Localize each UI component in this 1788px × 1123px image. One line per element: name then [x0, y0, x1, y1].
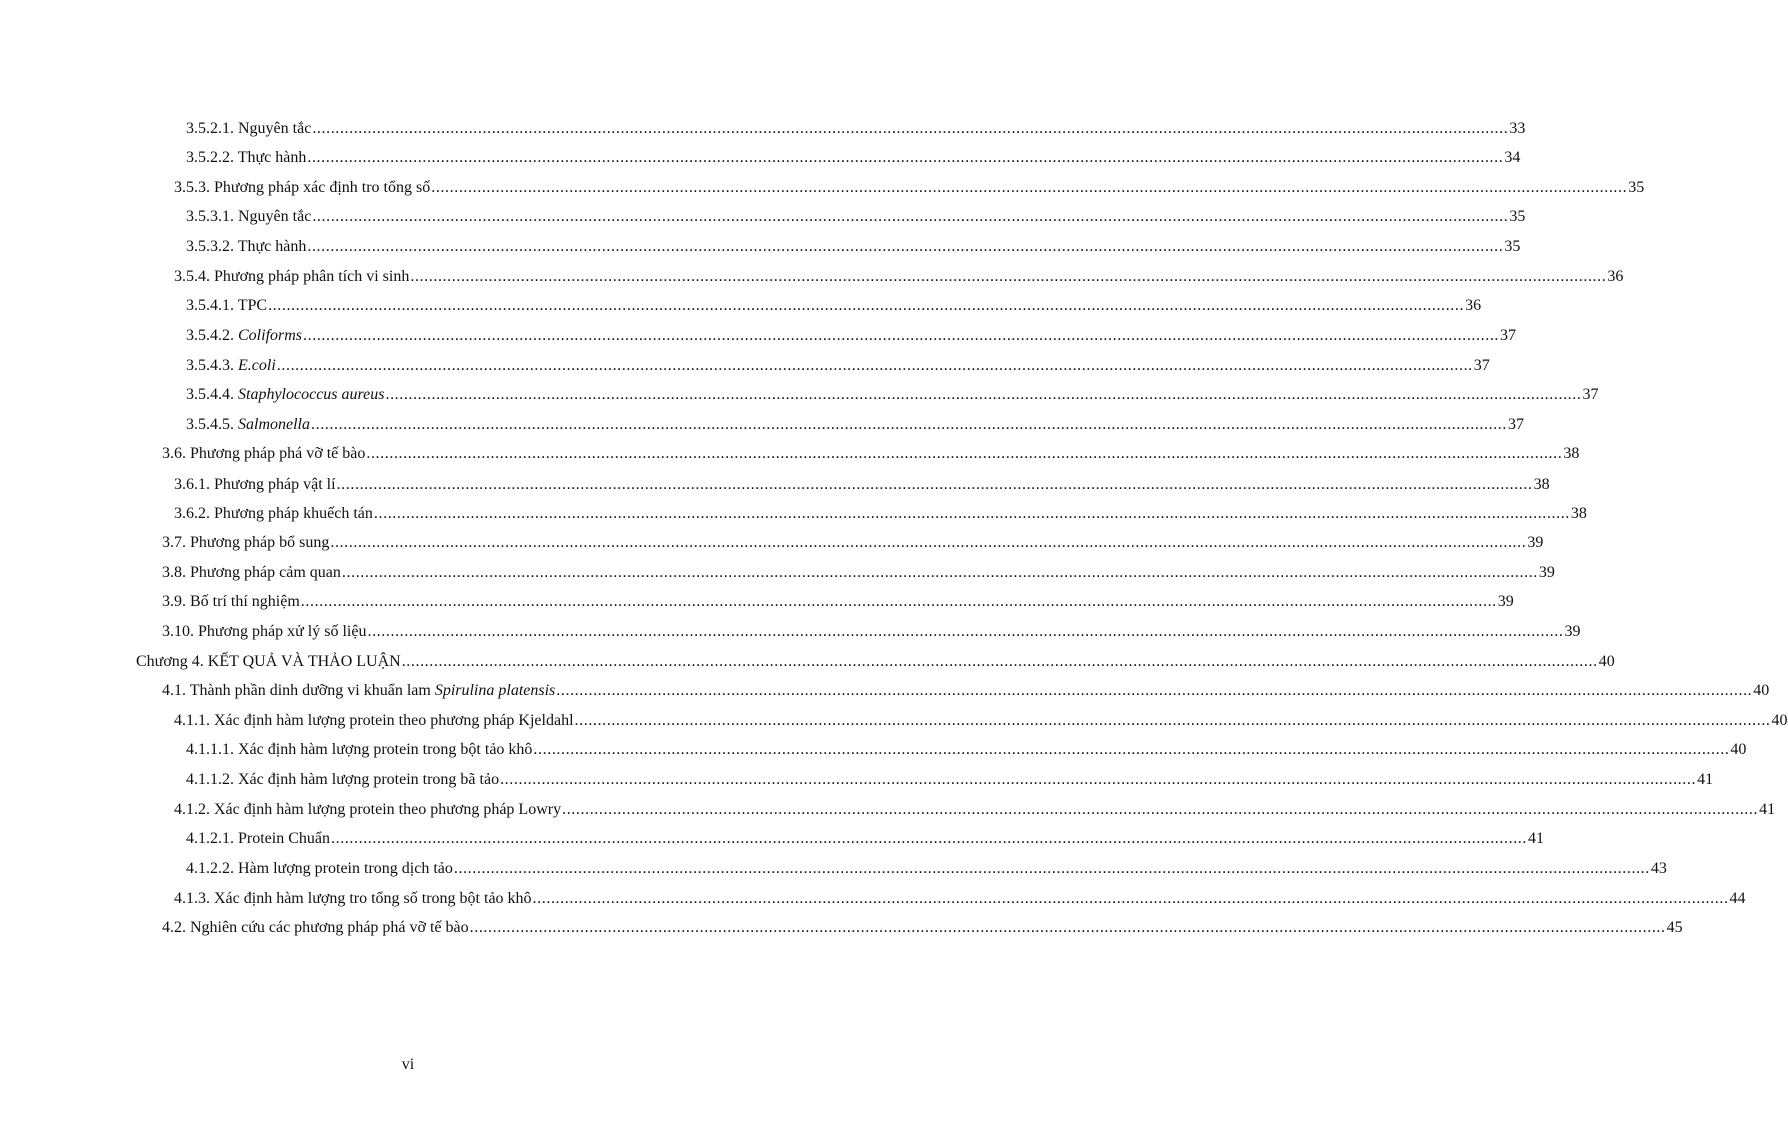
toc-entry-label	[186, 356, 276, 376]
dot-leader: ....................................................................................................................................................................................................................................................................	[366, 445, 1563, 462]
toc-entry[interactable]	[162, 582, 1514, 612]
dot-leader: ....................................................................................................................................................................................................................................................................	[556, 682, 1753, 699]
toc-entry-label: 4.2. Nghiên cứu các phương pháp phá vỡ tế bào	[162, 919, 469, 936]
dot-leader: ....................................................................................................................................................................................................................................................................	[367, 623, 1564, 640]
toc-entry[interactable]	[174, 879, 1746, 909]
toc-entry-label: 4.1.1.2. Xác định hàm lượng protein trong bã tảo	[186, 771, 500, 788]
dot-leader: ....................................................................................................................................................................................................................................................................	[307, 238, 1504, 255]
toc-entry[interactable]	[186, 286, 1482, 316]
toc-entry-label: 4.1.2.1. Protein Chuẩn	[186, 830, 330, 847]
dot-leader: ....................................................................................................................................................................................................................................................................	[311, 416, 1507, 433]
toc-entry-page-number: 37	[1582, 386, 1599, 403]
dot-leader: ....................................................................................................................................................................................................................................................................	[453, 860, 1650, 877]
toc-entry-page-number: 38	[1570, 505, 1587, 522]
dot-leader: ....................................................................................................................................................................................................................................................................	[303, 327, 1500, 344]
toc-entry[interactable]	[186, 849, 1667, 879]
toc-entry-page-number: 35	[1509, 208, 1526, 225]
toc-entry-label: 3.5.2.2. Thực hành	[186, 149, 307, 166]
toc-entry-label: Chương 4. KẾT QUẢ VÀ THẢO LUẬN	[136, 653, 401, 670]
toc-entry-label: 3.6. Phương pháp phá vỡ tế bào	[162, 445, 366, 462]
dot-leader: ....................................................................................................................................................................................................................................................................	[562, 801, 1759, 818]
dot-leader: ....................................................................................................................................................................................................................................................................	[331, 830, 1527, 847]
toc-entry-label-number: 3.5.4.5.	[186, 416, 238, 433]
toc-entry-page-number: 43	[1650, 860, 1667, 877]
toc-entry-page-number: 36	[1607, 268, 1624, 285]
toc-entry-label: 3.5.4.1. TPC	[186, 297, 268, 314]
toc-entry-page-number: 33	[1509, 120, 1526, 137]
dot-leader: ....................................................................................................................................................................................................................................................................	[268, 297, 1465, 314]
toc-entry[interactable]	[136, 642, 1615, 672]
toc-entry-page-number: 37	[1508, 416, 1524, 433]
toc-entry-label-italic: Coliforms	[238, 327, 303, 344]
toc-entry-label-number: 3.5.4.3.	[186, 357, 238, 374]
toc-entry-label: 3.6.2. Phương pháp khuếch tán	[174, 505, 373, 522]
toc-entry-label: 3.5.3.2. Thực hành	[186, 238, 307, 255]
toc-entry-page-number: 34	[1504, 149, 1521, 166]
toc-entry-label: 3.5.4. Phương pháp phân tích vi sinh	[174, 268, 410, 285]
dot-leader: ....................................................................................................................................................................................................................................................................	[276, 357, 1473, 374]
toc-entry-label: 3.5.3.1. Nguyên tắc	[186, 208, 312, 225]
dot-leader: ....................................................................................................................................................................................................................................................................	[574, 712, 1771, 729]
toc-entry-label: 3.9. Bố trí thí nghiệm	[162, 593, 300, 610]
dot-leader: ....................................................................................................................................................................................................................................................................	[312, 120, 1509, 137]
toc-entry-page-number: 38	[1533, 476, 1550, 493]
toc-entry-label: 4.1.1.1. Xác định hàm lượng protein trong bột tảo khô	[186, 741, 533, 758]
toc-entry-label-number: 3.5.4.2.	[186, 327, 238, 344]
toc-entry[interactable]	[186, 819, 1544, 849]
toc-entry[interactable]	[162, 523, 1544, 553]
dot-leader: ....................................................................................................................................................................................................................................................................	[469, 919, 1666, 936]
toc-entry-page-number: 41	[1697, 771, 1714, 788]
toc-entry-label-number: 3.5.4.4.	[186, 386, 238, 403]
dot-leader: ....................................................................................................................................................................................................................................................................	[373, 505, 1570, 522]
dot-leader: ....................................................................................................................................................................................................................................................................	[307, 149, 1504, 166]
toc-entry[interactable]	[162, 434, 1580, 464]
toc-entry[interactable]	[162, 612, 1581, 642]
dot-leader: ....................................................................................................................................................................................................................................................................	[532, 890, 1729, 907]
dot-leader: ....................................................................................................................................................................................................................................................................	[533, 741, 1730, 758]
toc-entry-label: 4.1.2. Xác định hàm lượng protein theo phương pháp Lowry	[174, 801, 562, 818]
toc-entry-label	[186, 415, 310, 435]
toc-entry-page-number: 45	[1666, 919, 1683, 936]
toc-entry-label-italic: Staphylococcus aureus	[238, 386, 385, 403]
toc-entry-page-number: 35	[1628, 179, 1645, 196]
toc-entry-page-number: 41	[1528, 830, 1544, 847]
toc-entry-label	[186, 385, 384, 405]
toc-entry[interactable]	[186, 730, 1747, 760]
toc-entry[interactable]	[186, 760, 1714, 790]
toc-entry-page-number: 40	[1753, 682, 1770, 699]
toc-entry-page-number: 39	[1538, 564, 1555, 581]
toc-entry-page-number: 36	[1465, 297, 1482, 314]
dot-leader: ....................................................................................................................................................................................................................................................................	[410, 268, 1607, 285]
toc-entry[interactable]	[186, 316, 1517, 346]
toc-entry-label: 3.10. Phương pháp xử lý số liệu	[162, 623, 367, 640]
dot-leader: ....................................................................................................................................................................................................................................................................	[500, 771, 1697, 788]
dot-leader: ....................................................................................................................................................................................................................................................................	[300, 593, 1497, 610]
toc-entry-label: 4.1.1. Xác định hàm lượng protein theo phương pháp Kjeldahl	[174, 712, 574, 729]
toc-entry-page-number: 40	[1730, 741, 1747, 758]
toc-entry-page-number: 35	[1504, 238, 1521, 255]
toc-entry[interactable]	[162, 671, 1770, 701]
toc-entry-page-number: 44	[1729, 890, 1746, 907]
dot-leader: ....................................................................................................................................................................................................................................................................	[341, 564, 1538, 581]
toc-entry[interactable]	[174, 494, 1587, 524]
page-number-footer: vi	[401, 1056, 415, 1073]
dot-leader: ....................................................................................................................................................................................................................................................................	[401, 653, 1598, 670]
dot-leader: ....................................................................................................................................................................................................................................................................	[431, 179, 1628, 196]
toc-entry[interactable]	[186, 405, 1524, 435]
toc-entry[interactable]	[186, 375, 1599, 405]
toc-entry[interactable]	[186, 346, 1490, 376]
toc-entry-page-number: 37	[1473, 357, 1490, 374]
toc-entry-label: 4.1.3. Xác định hàm lượng tro tổng số trong bột tảo khô	[174, 890, 532, 907]
dot-leader: ....................................................................................................................................................................................................................................................................	[336, 476, 1533, 493]
toc-entry-label-italic: Salmonella	[238, 416, 310, 433]
dot-leader: ....................................................................................................................................................................................................................................................................	[312, 208, 1509, 225]
toc-entry-page-number: 38	[1563, 445, 1580, 462]
toc-entry[interactable]	[174, 701, 1788, 731]
toc-entry-page-number: 37	[1500, 327, 1517, 344]
toc-entry-label: 4.1.2.2. Hàm lượng protein trong dịch tảo	[186, 860, 453, 877]
toc-entry-label: 3.7. Phương pháp bổ sung	[162, 534, 330, 551]
toc-entry-page-number: 41	[1759, 801, 1776, 818]
toc-entry-label: 3.5.2.1. Nguyên tắc	[186, 120, 312, 137]
toc-entry-page-number: 40	[1771, 712, 1788, 729]
dot-leader: ....................................................................................................................................................................................................................................................................	[330, 534, 1527, 551]
toc-entry[interactable]	[186, 227, 1521, 257]
toc-entry[interactable]	[186, 197, 1526, 227]
toc-entry-page-number: 39	[1564, 623, 1581, 640]
toc-entry-label: 3.6.1. Phương pháp vật lí	[174, 476, 336, 493]
toc-entry-label	[162, 681, 555, 701]
toc-entry[interactable]	[186, 109, 1526, 139]
toc-entry-label-number: 4.1. Thành phần dinh dưỡng vi khuẩn lam	[162, 682, 435, 699]
toc-entry-label-italic: Spirulina platensis	[434, 682, 556, 699]
toc-entry-label	[186, 326, 302, 346]
toc-entry[interactable]	[162, 908, 1683, 938]
toc-entry-label-italic: E.coli	[238, 357, 276, 374]
toc-entry-label: 3.8. Phương pháp cảm quan	[162, 564, 341, 581]
dot-leader: ....................................................................................................................................................................................................................................................................	[385, 386, 1582, 403]
toc-entry[interactable]	[174, 257, 1624, 287]
toc-entry[interactable]	[186, 138, 1521, 168]
toc-entry-page-number: 39	[1497, 593, 1514, 610]
toc-entry[interactable]	[174, 790, 1776, 820]
toc-entry[interactable]	[162, 553, 1555, 583]
toc-entry[interactable]	[174, 168, 1645, 198]
toc-entry-page-number: 40	[1598, 653, 1615, 670]
toc-entry[interactable]	[174, 465, 1550, 495]
toc-entry-label: 3.5.3. Phương pháp xác định tro tổng số	[174, 179, 431, 196]
toc-entry-page-number: 39	[1527, 534, 1544, 551]
